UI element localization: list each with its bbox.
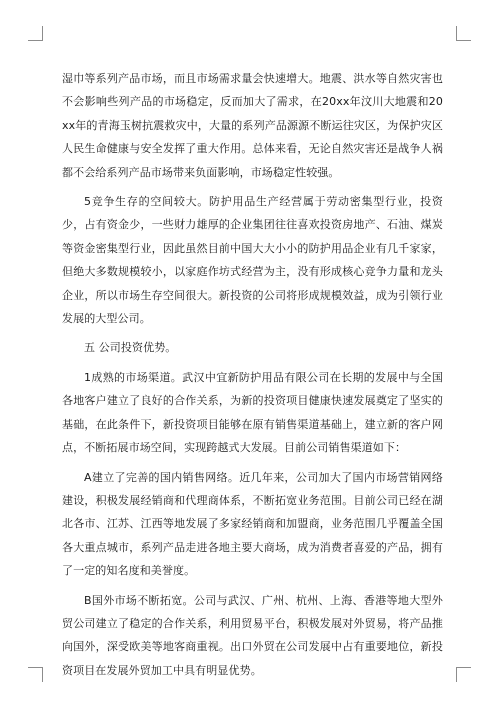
paragraph-market-channels: 1成熟的市场渠道。武汉中宜新防护用品有限公司在长期的发展中与全国各地客户建立了良好的合作关系，为新的投资项目健康快速发展奠定了坚实的基础，在此条件下，新投资项目能够在原有销售渠道基础上，建立新的客户网点，不断拓展市场空间，实现跨越式大发展。目前公司销售渠道如下：: [62, 370, 443, 455]
document-body: [62, 67, 443, 682]
section-heading-investment-advantages: 五 公司投资优势。: [84, 341, 177, 355]
crop-mark-bottom-left: [28, 667, 43, 682]
crop-mark-top-left: [28, 26, 43, 41]
crop-mark-bottom-right: [456, 667, 471, 682]
paragraph-market-stability: 湿巾等系列产品市场，而且市场需求量会快速增大。地震、洪水等自然灾害也不会影响些列产品的市场稳定，反而加大了需求，在20xx年汶川大地震和20xx年的青海玉树抗震救灾中，大量的系列产品源源不断运往灾区，为保护灾区人民生命健康与安全发挥了重大作用。总体来看，无论自然灾害还是战争人祸都不会给系列产品市场带来负面影响，市场稳定性较强。: [62, 72, 443, 179]
crop-mark-top-right: [456, 26, 471, 41]
paragraph-foreign-market: B国外市场不断拓宽。公司与武汉、广州、杭州、上海、香港等地大型外贸公司建立了稳定的合作关系，利用贸易平台，积极发展对外贸易，将产品推向国外，深受欧美等地客商重视。出口外贸在公司发展中占有重要地位，新投资项目在发展外贸加工中具有明显优势。: [62, 593, 443, 677]
paragraph-competition-space: 5竞争生存的空间较大。防护用品生产经营属于劳动密集型行业，投资少，占有资金少，一些财力雄厚的企业集团往往喜欢投资房地产、石油、煤炭等资金密集型行业，因此虽然目前中国大大小小的防护用品企业有几千家家，但绝大多数规模较小，以家庭作坊式经营为主，没有形成核心竞争力量和龙头企业，所以市场生存空间很大。新投资的公司将形成规模效益，成为引领行业发展的大型公司。: [62, 195, 443, 326]
paragraph-domestic-network: A建立了完善的国内销售网络。近几年来，公司加大了国内市场营销网络建设，积极发展经销商和代理商体系，不断拓宽业务范围。目前公司已经在湖北各市、江苏、江西等地发展了多家经销商和加盟商，业务范围几乎覆盖全国各大重点城市，系列产品走进各地主要大商场，成为消费者喜爱的产品，拥有了一定的知名度和美誉度。: [62, 470, 443, 578]
